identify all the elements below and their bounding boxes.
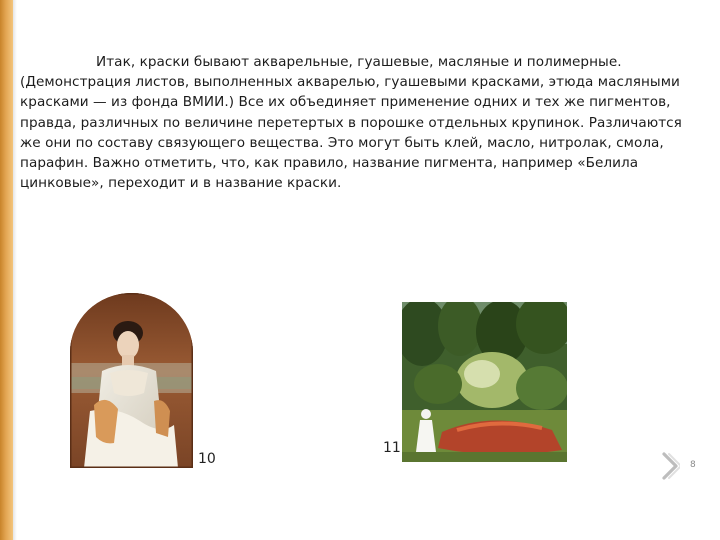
page-number: 8 bbox=[690, 460, 696, 470]
accent-bar-shadow bbox=[13, 0, 17, 540]
chevron-right-icon[interactable] bbox=[662, 452, 680, 480]
portrait-painting bbox=[70, 293, 193, 468]
garden-painting-art bbox=[402, 302, 567, 462]
caption-painting-10: 10 bbox=[198, 451, 216, 467]
accent-bar bbox=[0, 0, 13, 540]
garden-painting bbox=[402, 302, 567, 462]
portrait-painting-art bbox=[70, 293, 193, 468]
body-paragraph: Итак, краски бывают акварельные, гуашевые, масляные и полимерные. (Демонстрация листов, выполненных акварелью, гуашевыми красками, этюда масляными красками — из фонда ВМИИ.) Все их объединяет применение одних и тех же пигментов, правда, различных по величине перетертых в порошке отдельных крупинок. Различаются же они по составу связующего вещества. Это могут быть клей, масло, нитролак, смола, парафин. Важно отметить, что, как правило, название пигмента, например «Белила цинковые», переходит и в название краски. bbox=[20, 54, 682, 192]
caption-painting-11: 11 bbox=[383, 440, 401, 456]
